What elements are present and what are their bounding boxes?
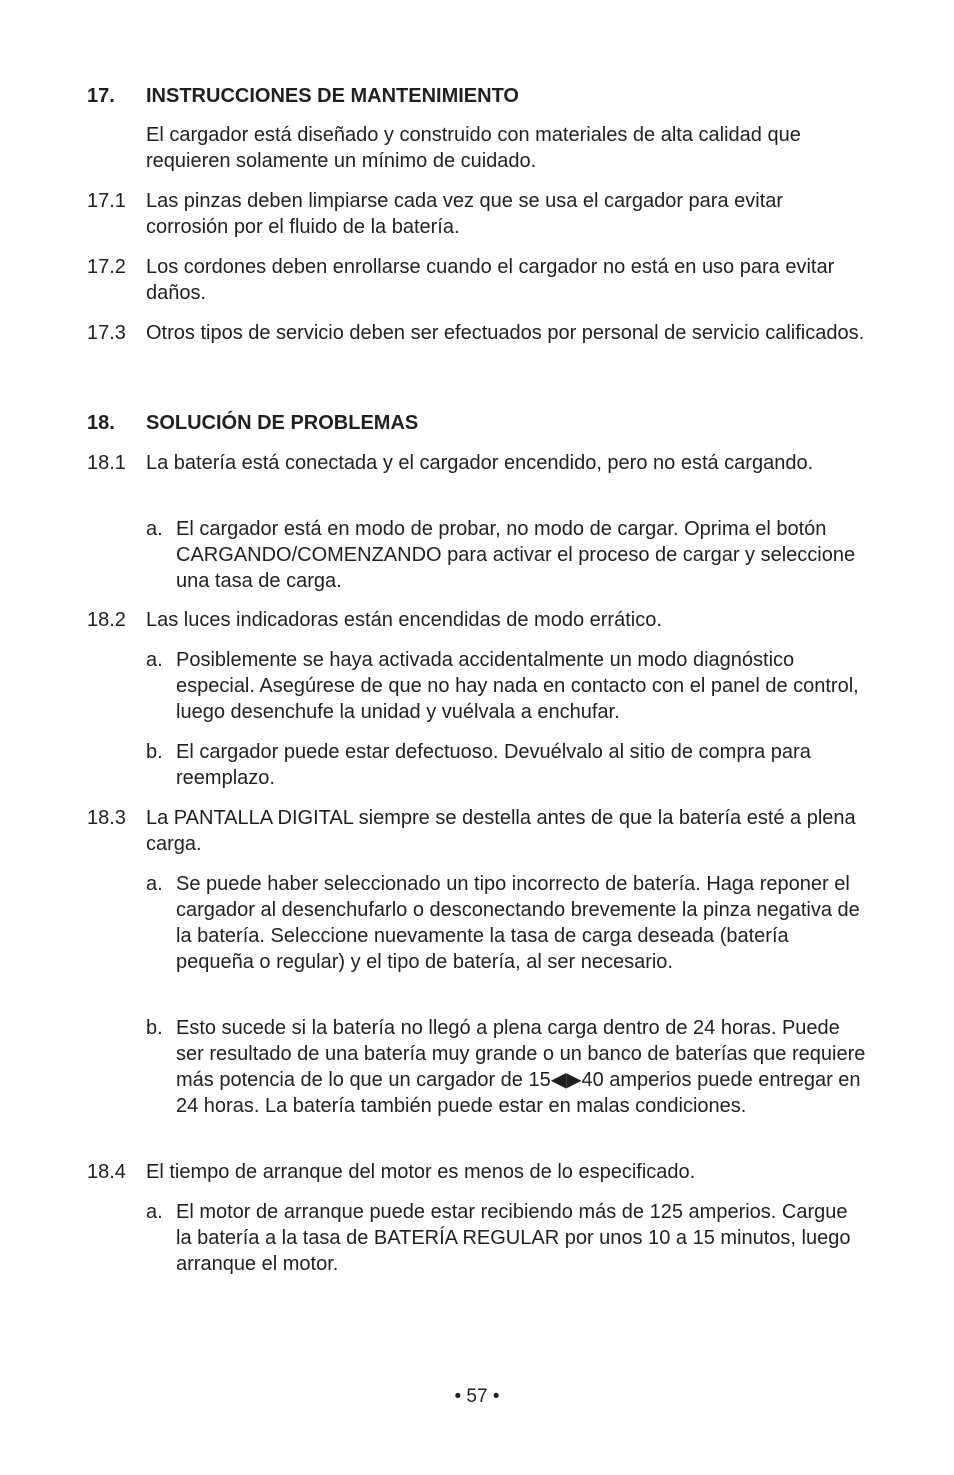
- sub-item-letter: a.: [146, 649, 163, 671]
- item-text: Los cordones deben enrollarse cuando el cargador no está en uso para evitar daños.: [146, 256, 835, 304]
- section-number: 17.: [87, 85, 115, 107]
- item-number: 18.4: [87, 1161, 126, 1183]
- item-number: 18.2: [87, 609, 126, 631]
- item-text: Otros tipos de servicio deben ser efectuados por personal de servicio calificados.: [146, 322, 865, 344]
- sub-item-text: El motor de arranque puede estar recibiendo más de 125 amperios. Cargue la batería a la tasa de BATERÍA REGULAR por unos 10 a 15 minutos, luego arranque el motor.: [176, 1201, 851, 1275]
- sub-item-text: Se puede haber seleccionado un tipo incorrecto de batería. Haga reponer el cargador al desenchufarlo o desconectando brevemente la pinza negativa de la batería. Seleccione nuevamente la tasa de carga deseada (batería pequeña o regular) y el tipo de batería, al ser necesario.: [176, 873, 860, 973]
- item-number: 17.3: [87, 322, 126, 344]
- item-number: 17.2: [87, 256, 126, 278]
- sub-item-letter: a.: [146, 873, 163, 895]
- page-number: • 57 •: [454, 1386, 500, 1407]
- section-number: 18.: [87, 412, 115, 434]
- item-text: Las pinzas deben limpiarse cada vez que se usa el cargador para evitar corrosión por el fluido de la batería.: [146, 190, 784, 238]
- section-title: INSTRUCCIONES DE MANTENIMIENTO: [146, 85, 519, 107]
- item-number: 18.1: [87, 452, 126, 474]
- sub-item-text: El cargador puede estar defectuoso. Devuélvalo al sitio de compra para reemplazo.: [176, 741, 811, 789]
- sub-item-letter: b.: [146, 1017, 163, 1039]
- paragraph: El cargador está diseñado y construido con materiales de alta calidad que requieren solamente un mínimo de cuidado.: [146, 124, 801, 172]
- sub-item-letter: b.: [146, 741, 163, 763]
- item-text: La PANTALLA DIGITAL siempre se destella antes de que la batería esté a plena carga.: [146, 807, 856, 855]
- section-title: SOLUCIÓN DE PROBLEMAS: [146, 412, 419, 434]
- sub-item-text: El cargador está en modo de probar, no modo de cargar. Oprima el botón CARGANDO/COMENZANDO para activar el proceso de cargar y seleccione una tasa de carga.: [176, 518, 856, 592]
- item-text: El tiempo de arranque del motor es menos de lo especificado.: [146, 1161, 696, 1183]
- sub-item-letter: a.: [146, 1201, 163, 1223]
- item-number: 18.3: [87, 807, 126, 829]
- item-text: Las luces indicadoras están encendidas de modo errático.: [146, 609, 662, 631]
- item-text: La batería está conectada y el cargador encendido, pero no está cargando.: [146, 452, 814, 474]
- item-number: 17.1: [87, 190, 126, 212]
- sub-item-letter: a.: [146, 518, 163, 540]
- sub-item-text: Esto sucede si la batería no llegó a plena carga dentro de 24 horas. Puede ser resultado de una batería muy grande o un banco de baterías que requiere más potencia de lo que un cargador de 15◀▶40 amperios puede entregar en 24 horas. La batería también puede estar en malas condiciones.: [176, 1017, 866, 1117]
- sub-item-text: Posiblemente se haya activada accidentalmente un modo diagnóstico especial. Asegúrese de que no hay nada en contacto con el panel de control, luego desenchufe la unidad y vuélvala a enchufar.: [176, 649, 859, 723]
